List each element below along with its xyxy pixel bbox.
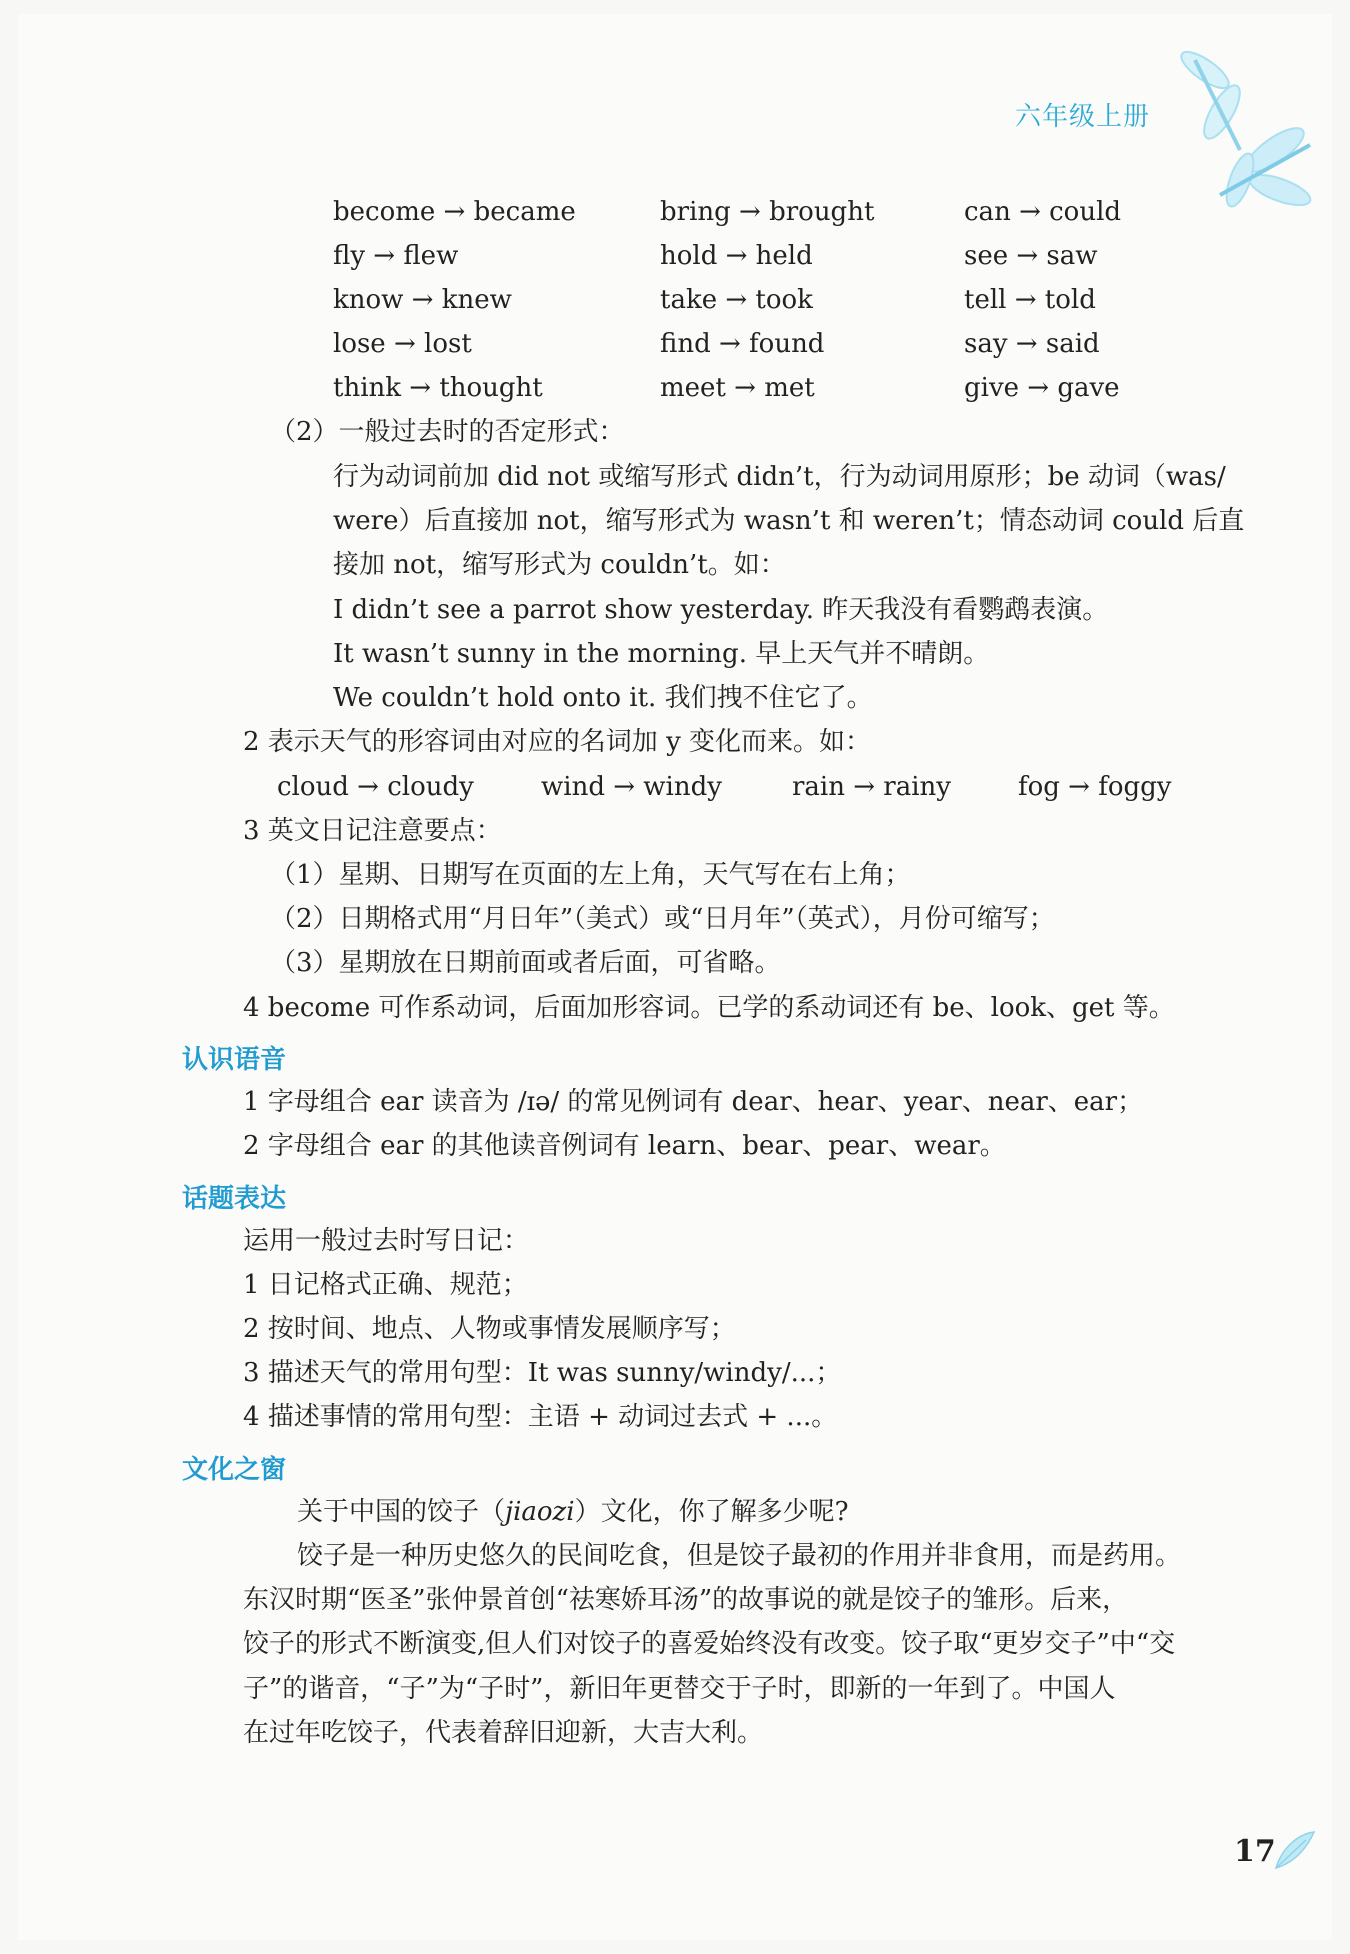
neg-form-title: （2）一般过去时的否定形式： (270, 417, 625, 447)
verb-pair: tell → told (964, 285, 1096, 315)
verb-pair: see → saw (964, 241, 1098, 271)
topic-point: 2 按时间、地点、人物或事情发展顺序写； (243, 1314, 736, 1344)
verb-pair: know → knew (333, 285, 512, 315)
culture-question-term: jiaozi (505, 1497, 575, 1527)
linking-verb-note: 4 become 可作系动词，后面加形容词。已学的系动词还有 be、look、get 等。 (243, 993, 1175, 1023)
verb-pair: fly → flew (333, 241, 459, 271)
verb-pair: say → said (964, 329, 1100, 359)
verb-pair: can → could (964, 197, 1122, 227)
diary-tips-title: 3 英文日记注意要点： (243, 816, 502, 846)
neg-form-rule-line: were）后直接加 not，缩写形式为 wasn’t 和 weren’t；情态动词 could 后直 (333, 506, 1245, 536)
culture-paragraph-line: 子”的谐音，“子”为“子时”，新旧年更替交于子时，即新的一年到了。中国人 (243, 1674, 1116, 1704)
weather-word: wind → windy (541, 772, 722, 802)
verb-pair: lose → lost (333, 329, 472, 359)
topic-point: 1 日记格式正确、规范； (243, 1270, 528, 1300)
weather-word: fog → foggy (1018, 772, 1172, 802)
weather-word: cloud → cloudy (277, 772, 474, 802)
verb-pair: hold → held (660, 241, 813, 271)
neg-form-rule-line: 接加 not，缩写形式为 couldn’t。如： (333, 550, 786, 580)
example-sentence: We couldn’t hold onto it. 我们拽不住它了。 (333, 683, 873, 713)
page-number: 17 (1234, 1834, 1276, 1869)
topic-point: 3 描述天气的常用句型：It was sunny/windy/...； (243, 1358, 842, 1388)
culture-question-start: 关于中国的饺子（ (297, 1497, 506, 1527)
verb-pair: meet → met (660, 373, 815, 403)
topic-section-title: 话题表达 (182, 1184, 287, 1214)
phonics-line: 1 字母组合 ear 读音为 /ɪə/ 的常见例词有 dear、hear、year、near、ear； (243, 1087, 1144, 1117)
culture-paragraph-line: 饺子的形式不断演变,但人们对饺子的喜爱始终没有改变。饺子取“更岁交子”中“交 (243, 1629, 1176, 1659)
verb-pair: give → gave (964, 373, 1120, 403)
diary-tip: （3）星期放在日期前面或者后面，可省略。 (270, 948, 781, 978)
culture-question (297, 1496, 849, 1528)
culture-paragraph-line: 在过年吃饺子，代表着辞旧迎新，大吉大利。 (243, 1718, 764, 1748)
culture-question-end: ）文化，你了解多少呢? (574, 1497, 849, 1527)
culture-paragraph-line: 饺子是一种历史悠久的民间吃食，但是饺子最初的作用并非食用，而是药用。 (297, 1541, 1182, 1571)
phonics-line: 2 字母组合 ear 的其他读音例词有 learn、bear、pear、wear。 (243, 1131, 1006, 1161)
verb-pair: bring → brought (660, 197, 875, 227)
verb-pair: take → took (660, 285, 813, 315)
verb-pair: find → found (660, 329, 825, 359)
topic-intro: 运用一般过去时写日记： (243, 1226, 530, 1256)
neg-form-rule-line: 行为动词前加 did not 或缩写形式 didn’t，行为动词用原形；be 动词（was/ (333, 462, 1226, 492)
phonics-section-title: 认识语音 (182, 1045, 287, 1075)
diary-tip: （1）星期、日期写在页面的左上角，天气写在右上角； (270, 860, 911, 890)
culture-paragraph-line: 东汉时期“医圣”张仲景首创“祛寒娇耳汤”的故事说的就是饺子的雏形。后来， (243, 1585, 1129, 1615)
dragonfly-icon (1160, 40, 1330, 230)
culture-section-title: 文化之窗 (182, 1455, 287, 1485)
verb-pair: think → thought (333, 373, 543, 403)
diary-tip: （2）日期格式用“月日年”（美式）或“日月年”（英式），月份可缩写； (270, 904, 1055, 934)
weather-adjective-rule: 2 表示天气的形容词由对应的名词加 y 变化而来。如： (243, 727, 872, 757)
leaf-icon (1272, 1828, 1318, 1874)
weather-word: rain → rainy (792, 772, 951, 802)
topic-point: 4 描述事情的常用句型：主语 + 动词过去式 + ...。 (243, 1402, 838, 1432)
example-sentence: I didn’t see a parrot show yesterday. 昨天我没有看鹦鹉表演。 (333, 595, 1109, 625)
grade-header: 六年级上册 (1015, 102, 1151, 132)
example-sentence: It wasn’t sunny in the morning. 早上天气并不晴朗。 (333, 639, 990, 669)
verb-pair: become → became (333, 197, 576, 227)
